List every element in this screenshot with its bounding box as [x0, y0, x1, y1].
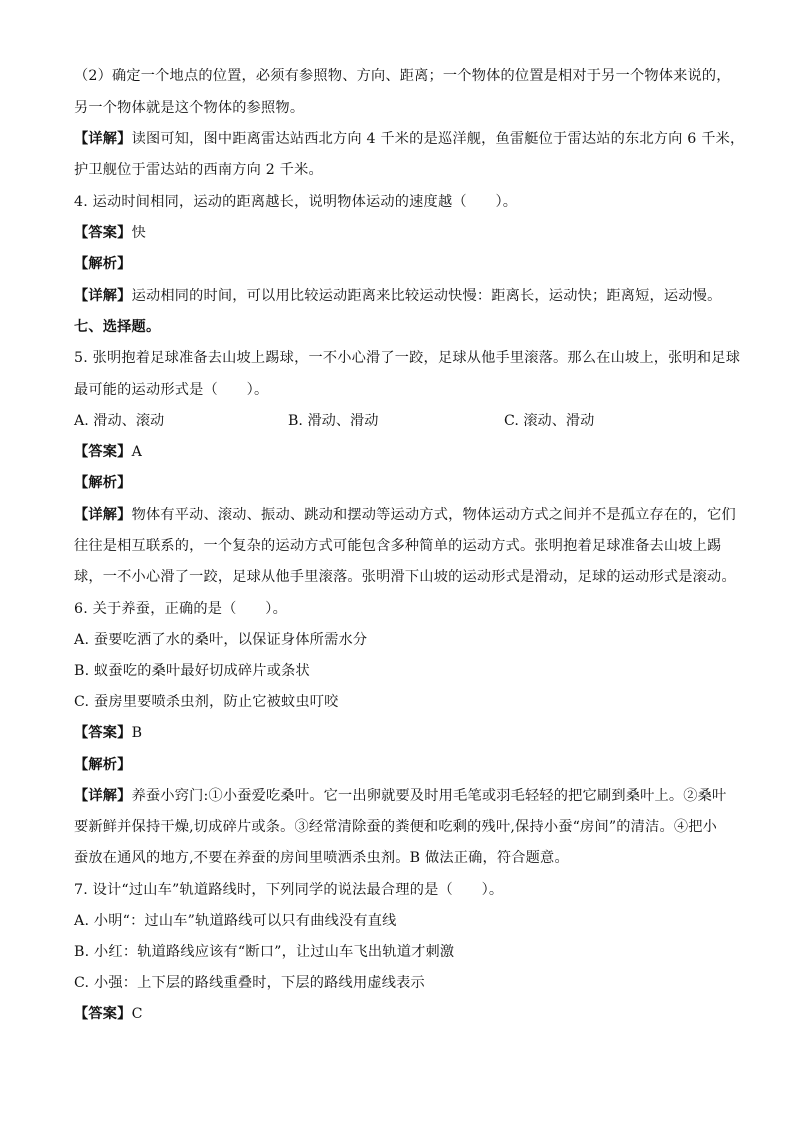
detail-text: 蚕放在通风的地方,不要在养蚕的房间里喷洒杀虫剂。B 做法正确，符合题意。	[74, 850, 569, 866]
detail-text: 读图可知，图中距离雷达站西北方向 4 千米的是巡洋舰，鱼雷艇位于雷达站的东北方向 6 千米，	[131, 131, 745, 147]
analysis-tag: 【解析】	[74, 475, 132, 491]
answer-tag: 【答案】	[74, 1006, 132, 1022]
detail-tag: 【详解】	[74, 788, 132, 804]
detail-paragraph	[74, 129, 745, 149]
detail-text: 物体有平动、滚动、振动、跳动和摆动等运动方式，物体运动方式之间并不是孤立存在的，它们	[131, 507, 736, 523]
question-5-continued: 最可能的运动形式是（ ）。	[74, 382, 269, 398]
answer-tag: 【答案】	[74, 725, 132, 741]
question-5-options	[74, 411, 724, 431]
detail-text: 养蚕小窍门:①小蚕爱吃桑叶。它一出卵就要及时用毛笔或羽毛轻轻的把它刷到桑叶上。②桑叶	[131, 788, 727, 804]
analysis-line	[74, 755, 724, 775]
question-5: 5. 张明抱着足球准备去山坡上踢球，一不小心滑了一跤，足球从他手里滚落。那么在山坡上，张明和足球	[74, 350, 741, 366]
answer-line	[74, 223, 724, 243]
detail-text: 球，一不小心滑了一跤，足球从他手里滚落。张明滑下山坡的运动形式是滑动，足球的运动形式是滚动。	[74, 569, 736, 585]
option-a: A. 蚕要吃洒了水的桑叶，以保证身体所需水分	[74, 632, 368, 648]
question-6: 6. 关于养蚕，正确的是（ ）。	[74, 601, 287, 617]
detail-text: 要新鲜并保持干燥,切成碎片或条。③经常清除蚕的粪便和吃剩的残叶,保持小蚕“房间”的清洁。④把小	[74, 819, 717, 835]
answer-line	[74, 442, 724, 462]
detail-text: 往往是相互联系的，一个复杂的运动方式可能包含多种简单的运动方式。张明抱着足球准备去山坡上踢	[74, 538, 722, 554]
detail-paragraph	[74, 505, 736, 525]
detail-paragraph	[74, 286, 724, 306]
detail-tag: 【详解】	[74, 288, 132, 304]
answer-line	[74, 1004, 724, 1024]
section-heading: 七、选择题。	[74, 319, 161, 335]
option-a: A. 滑动、滚动	[74, 413, 165, 429]
option-c: C. 滚动、滑动	[504, 413, 595, 429]
answer-line	[74, 723, 724, 743]
detail-tag: 【详解】	[74, 507, 132, 523]
detail-text: 护卫舰位于雷达站的西南方向 2 千米。	[74, 162, 323, 178]
option-c: C. 蚕房里要喷杀虫剂，防止它被蚊虫叮咬	[74, 694, 339, 710]
option-b: B. 滑动、滑动	[288, 413, 379, 429]
answer-value: A	[131, 444, 143, 460]
question-7: 7. 设计“过山车”轨道路线时，下列同学的说法最合理的是（ ）。	[74, 882, 504, 898]
answer-value: B	[131, 725, 143, 741]
answer-value: C	[131, 1006, 143, 1022]
analysis-tag: 【解析】	[74, 256, 132, 272]
detail-paragraph	[74, 786, 727, 806]
analysis-line	[74, 254, 724, 274]
answer-tag: 【答案】	[74, 225, 132, 241]
option-b: B. 蚁蚕吃的桑叶最好切成碎片或条状	[74, 663, 310, 679]
answer-value: 快	[131, 225, 146, 241]
detail-tag: 【详解】	[74, 131, 132, 147]
option-b: B. 小红：轨道路线应该有“断口”，让过山车飞出轨道才刺激	[74, 944, 455, 960]
option-c: C. 小强：上下层的路线重叠时，下层的路线用虚线表示	[74, 975, 425, 991]
analysis-tag: 【解析】	[74, 757, 132, 773]
detail-text: 运动相同的时间，可以用比较运动距离来比较运动快慢：距离长，运动快；距离短，运动慢。	[131, 288, 722, 304]
option-a: A. 小明“：过山车”轨道路线可以只有曲线没有直线	[74, 913, 397, 929]
analysis-text: （2）确定一个地点的位置，必须有参照物、方向、距离；一个物体的位置是相对于另一个物体来说的，	[74, 68, 731, 84]
analysis-text: 另一个物体就是这个物体的参照物。	[74, 100, 305, 116]
analysis-line	[74, 473, 724, 493]
question-4: 4. 运动时间相同，运动的距离越长，说明物体运动的速度越（ ）。	[74, 194, 518, 210]
answer-tag: 【答案】	[74, 444, 132, 460]
